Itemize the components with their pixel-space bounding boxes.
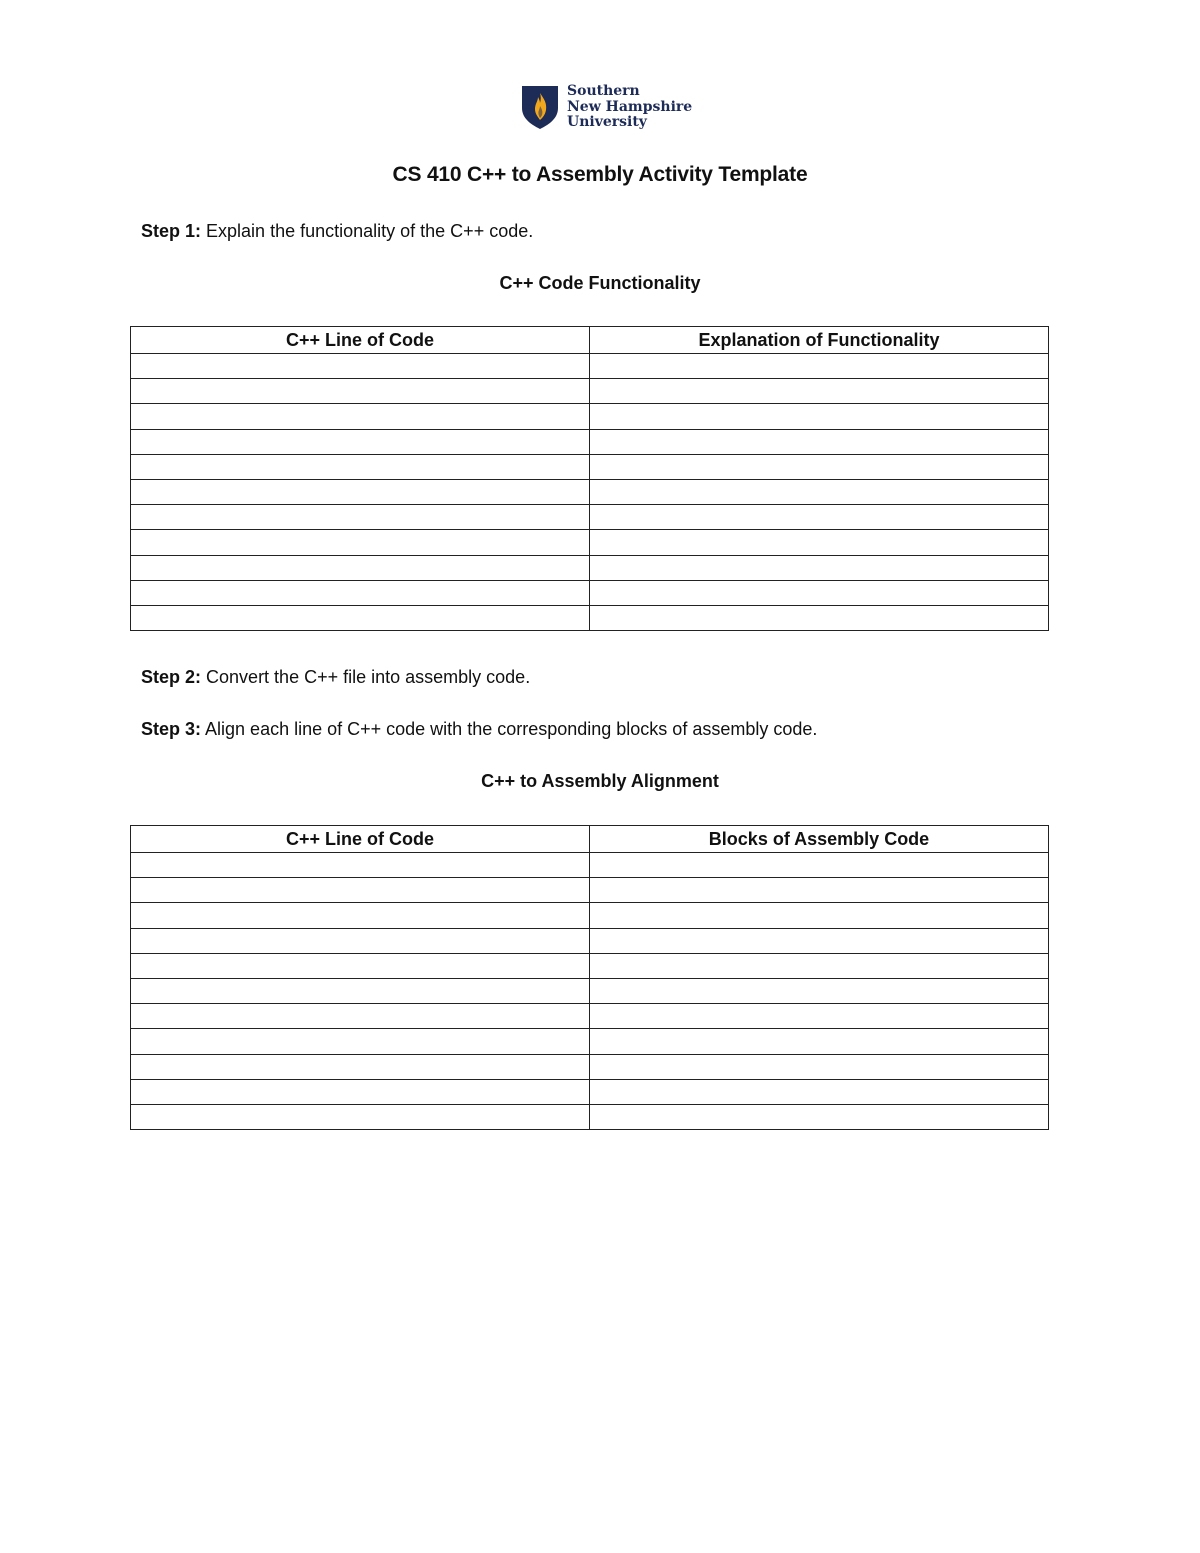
cell-cpp-line[interactable] [131,379,590,404]
table-row [131,1029,1049,1054]
shield-flame-icon [520,84,560,130]
cell-cpp-line[interactable] [131,530,590,555]
table-header-row [131,327,1049,354]
logo-line-1: Southern [567,83,640,99]
table-row [131,404,1049,429]
table-header-row [131,826,1049,853]
table-row [131,454,1049,479]
table-row [131,379,1049,404]
table-row [131,530,1049,555]
cell-cpp-line[interactable] [131,1029,590,1054]
step-3 [141,719,817,740]
cell-cpp-line[interactable] [131,878,590,903]
cell-response[interactable] [590,903,1049,928]
logo-line-3: University [567,114,647,130]
cell-response[interactable] [590,953,1049,978]
cell-cpp-line[interactable] [131,479,590,504]
cell-response[interactable] [590,505,1049,530]
cell-response[interactable] [590,555,1049,580]
cell-response[interactable] [590,853,1049,878]
alignment-table [130,825,1049,1130]
cell-cpp-line[interactable] [131,580,590,605]
table-row [131,928,1049,953]
cell-cpp-line[interactable] [131,903,590,928]
step-1-label: Step 1: [141,221,202,241]
table-row [131,555,1049,580]
cell-response[interactable] [590,1004,1049,1029]
cell-cpp-line[interactable] [131,505,590,530]
cell-cpp-line[interactable] [131,555,590,580]
column-header-explanation: Explanation of Functionality [590,327,1049,354]
table-row [131,903,1049,928]
column-header-assembly-blocks: Blocks of Assembly Code [590,826,1049,853]
cell-response[interactable] [590,1104,1049,1129]
table-row [131,429,1049,454]
cell-cpp-line[interactable] [131,1079,590,1104]
cell-cpp-line[interactable] [131,1054,590,1079]
step-2-text: Convert the C++ file into assembly code. [206,667,531,687]
cell-response[interactable] [590,379,1049,404]
table-row [131,978,1049,1003]
table-row [131,1104,1049,1129]
table-row [131,1079,1049,1104]
table-row [131,580,1049,605]
cell-cpp-line[interactable] [131,605,590,630]
cell-response[interactable] [590,1079,1049,1104]
step-3-label: Step 3: [141,719,202,739]
cell-response[interactable] [590,605,1049,630]
table-row [131,1004,1049,1029]
table-row [131,354,1049,379]
step-2-label: Step 2: [141,667,202,687]
table-row [131,605,1049,630]
logo-line-2: New Hampshire [567,98,693,115]
cell-cpp-line[interactable] [131,454,590,479]
cell-cpp-line[interactable] [131,928,590,953]
cell-response[interactable] [590,429,1049,454]
cell-cpp-line[interactable] [131,853,590,878]
table-2-heading: C++ to Assembly Alignment [481,771,719,791]
cell-response[interactable] [590,530,1049,555]
cell-cpp-line[interactable] [131,1104,590,1129]
cell-response[interactable] [590,454,1049,479]
cell-response[interactable] [590,404,1049,429]
table-row [131,878,1049,903]
table-row [131,1054,1049,1079]
step-1 [141,221,533,242]
cell-response[interactable] [590,1029,1049,1054]
table-row [131,853,1049,878]
cell-cpp-line[interactable] [131,354,590,379]
cell-response[interactable] [590,354,1049,379]
step-3-text: Align each line of C++ code with the corresponding blocks of assembly code. [205,719,818,739]
university-logo [520,83,693,132]
column-header-cpp-line: C++ Line of Code [131,327,590,354]
cell-cpp-line[interactable] [131,429,590,454]
table-row [131,953,1049,978]
logo-wordmark [567,84,692,131]
cell-response[interactable] [590,978,1049,1003]
step-2 [141,667,530,688]
cell-cpp-line[interactable] [131,404,590,429]
table-row [131,505,1049,530]
cell-response[interactable] [590,928,1049,953]
column-header-cpp-line: C++ Line of Code [131,826,590,853]
cell-cpp-line[interactable] [131,1004,590,1029]
cell-response[interactable] [590,580,1049,605]
cell-response[interactable] [590,878,1049,903]
cell-response[interactable] [590,1054,1049,1079]
cell-cpp-line[interactable] [131,978,590,1003]
cell-response[interactable] [590,479,1049,504]
cell-cpp-line[interactable] [131,953,590,978]
table-row [131,479,1049,504]
document-title: CS 410 C++ to Assembly Activity Template [392,163,808,186]
functionality-table [130,326,1049,631]
table-1-heading: C++ Code Functionality [499,273,701,293]
step-1-text: Explain the functionality of the C++ code. [206,221,534,241]
